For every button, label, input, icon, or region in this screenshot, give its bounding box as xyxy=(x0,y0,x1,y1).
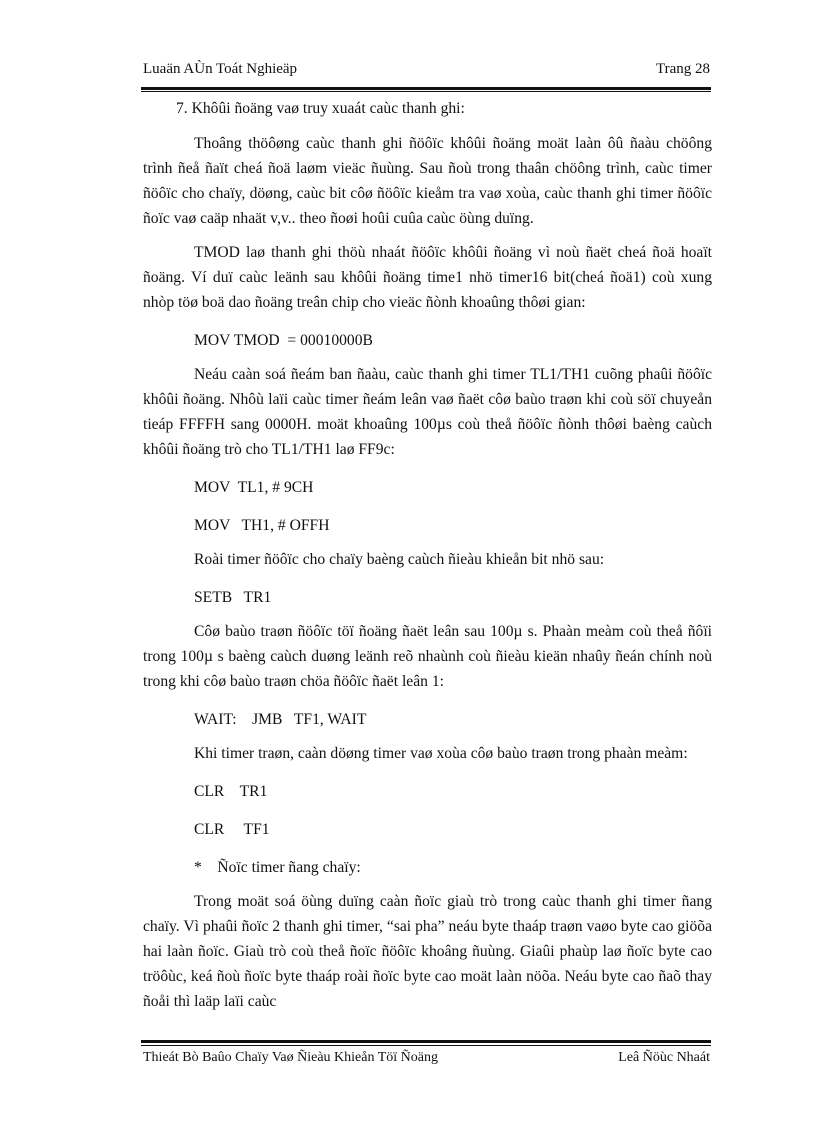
bullet-mark: * xyxy=(194,859,202,876)
paragraph-3: Neáu caàn soá ñeám ban ñaàu, caùc thanh ghi timer TL1/TH1 cuõng phaûi ñöôïc khôûi ñoäng. Nhôù laïi caùc timer ñeám leân vaø ñaët côø baùo traøn khi coù söï chuyeån tieáp FFFFH sang 0000H. moät khoaûng 100µs coù theå ñöôïc ñònh thôøi baèng caùch khôûi ñoäng trò cho TL1/TH1 laø FF9c: xyxy=(143,366,712,458)
bullet-text: Ñoïc timer ñang chaïy: xyxy=(217,859,361,876)
code-line-clr-tf1: CLR TF1 xyxy=(194,821,270,838)
footer-rule xyxy=(141,1040,711,1043)
paragraph-2: TMOD laø thanh ghi thöù nhaát ñöôïc khôûi ñoäng vì noù ñaët cheá ñoä hoaït ñoäng. Ví duï caùc leänh sau khôûi ñoäng time1 nhö timer16 bit(cheá ñoä1) coù xung nhòp töø boä dao ñoäng treân chip cho vieäc ñònh khoaûng thôøi gian: xyxy=(143,244,712,311)
header-title: Luaän AÙn Toát Nghieäp xyxy=(143,61,298,77)
footer-rule-thin xyxy=(141,1045,711,1046)
paragraph-7: Trong moät soá öùng duïng caàn ñoïc giaù trò trong caùc thanh ghi timer ñang chaïy. Vì phaûi ñoïc 2 thanh ghi timer, “sai pha” neáu byte thaáp traøn vaøo byte cao giöõa hai laàn ñoïc. Giaù trò coù theå ñoïc ñöôïc khoâng ñuùng. Giaûi phaùp laø ñoïc byte cao tröôùc, keá ñoù ñoïc byte thaáp roài ñoïc byte cao moät laàn nöõa. Neáu byte cao ñaõ thay ñoåi thì laäp laïi caùc xyxy=(143,893,712,1010)
paragraph-4: Roài timer ñöôïc cho chaïy baèng caùch ñieàu khieån bit nhö sau: xyxy=(194,551,605,568)
header-rule xyxy=(141,87,711,90)
paragraph-5: Côø baùo traøn ñöôïc töï ñoäng ñaët leân sau 100µ s. Phaàn meàm coù theå ñôïi trong 100µ s baèng caùch duøng leänh reõ nhaùnh coù ñieàu kieän nhaûy ñeán chính noù trong khi côø baùo traøn chöa ñöôïc ñaët leân 1: xyxy=(143,623,712,690)
code-line-clr-tr1: CLR TR1 xyxy=(194,783,268,800)
code-line-setb: SETB TR1 xyxy=(194,589,272,606)
code-line-tmod: MOV TMOD = 00010000B xyxy=(194,332,373,349)
paragraph-1: Thoâng thöôøng caùc thanh ghi ñöôïc khôûi ñoäng moät laàn ôû ñaàu chöông trình ñeå ñaït cheá ñoä laøm vieäc ñuùng. Sau ñoù trong thaân chöông trình, caùc timer ñöôïc cho chaïy, döøng, caùc bit côø ñöôïc kieåm tra vaø xoùa, caùc thanh ghi timer ñöôïc ñoïc vaø caäp nhaät v,v.. theo ñoøi hoûi cuûa caùc öùng duïng. xyxy=(143,135,712,227)
footer-author: Leâ Ñöùc Nhaát xyxy=(618,1050,710,1065)
code-line-th1: MOV TH1, # OFFH xyxy=(194,517,330,534)
page-body xyxy=(143,96,712,1014)
section-heading: 7. Khôûi ñoäng vaø truy xuaát caùc thanh ghi: xyxy=(176,100,465,117)
footer-title: Thieát Bò Baûo Chaïy Vaø Ñieàu Khieån Töï Ñoäng xyxy=(143,1050,438,1065)
code-line-wait: WAIT: JMB TF1, WAIT xyxy=(194,711,367,728)
page-number: Trang 28 xyxy=(655,61,710,77)
header-rule-thin xyxy=(141,91,711,92)
paragraph-6: Khi timer traøn, caàn döøng timer vaø xoùa côø baùo traøn trong phaàn meàm: xyxy=(194,745,688,762)
bullet-item xyxy=(143,855,712,880)
code-line-tl1: MOV TL1, # 9CH xyxy=(194,479,314,496)
